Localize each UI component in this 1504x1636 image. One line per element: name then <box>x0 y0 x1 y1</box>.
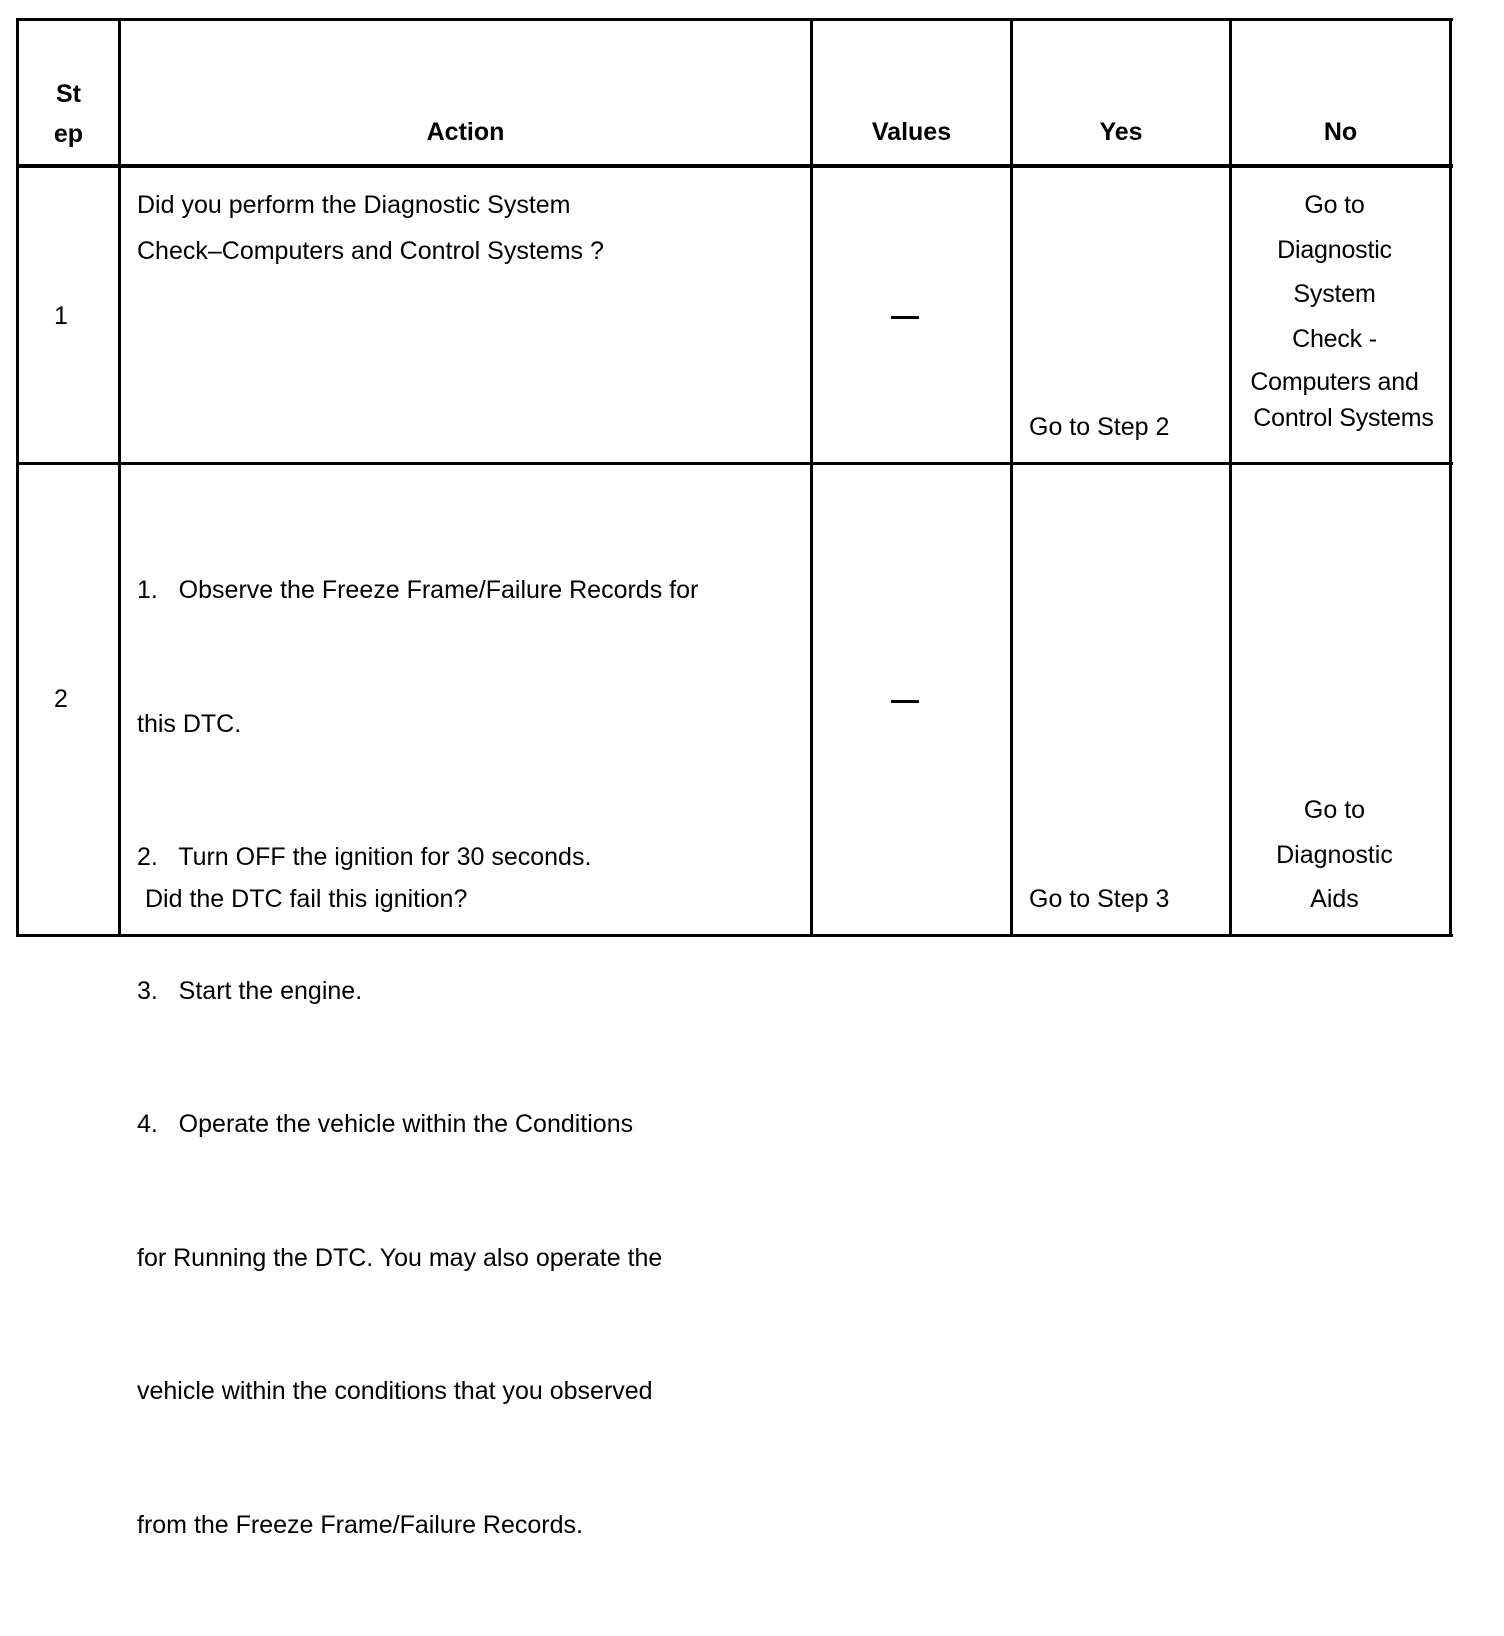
row1-no-line: Computers and <box>1250 368 1419 396</box>
row2-no-line: Aids <box>1310 885 1359 913</box>
header-step <box>19 74 118 154</box>
row1-no-line: Diagnostic <box>1277 235 1392 264</box>
header-step-line1: St <box>56 80 81 108</box>
row1-action-line: Check–Computers and Control Systems ? <box>137 236 604 265</box>
row2-action-line: 4. Operate the vehicle within the Conditions <box>137 1110 634 1138</box>
row2-action-line: from the Freeze Frame/Failure Records. <box>137 1510 583 1539</box>
row2-action-line: 1. Observe the Freeze Frame/Failure Records for <box>137 576 699 604</box>
row1-yes: Go to Step 2 <box>1029 413 1170 441</box>
row2-values-dash <box>891 700 919 703</box>
table-right-border <box>1449 18 1452 937</box>
row1-bottom-border <box>16 462 1453 465</box>
col-divider-values <box>1010 18 1013 937</box>
header-bottom-border <box>16 164 1453 168</box>
row2-yes: Go to Step 3 <box>1029 885 1170 913</box>
diagnostic-table <box>16 18 1453 1539</box>
row1-step: 1 <box>54 302 68 330</box>
header-step-line2: ep <box>53 120 84 148</box>
header-action: Action <box>426 118 505 146</box>
row1-no <box>1232 183 1449 433</box>
row2-action-line: for Running the DTC. You may also operate the <box>137 1243 663 1272</box>
row1-no-line: Check - <box>1292 324 1377 353</box>
col-divider-step <box>118 18 121 937</box>
row2-action <box>137 479 807 1636</box>
row2-action-line: vehicle within the conditions that you observed <box>137 1377 653 1405</box>
row2-action-line: this DTC. <box>137 709 242 738</box>
row2-no <box>1232 788 1449 922</box>
col-divider-action <box>810 18 813 937</box>
row1-values-dash <box>891 316 919 319</box>
row2-step: 2 <box>54 685 68 713</box>
row2-no-line: Diagnostic <box>1276 840 1393 869</box>
row2-action-question: Did the DTC fail this ignition? <box>145 885 468 913</box>
row1-action-line: Did you perform the Diagnostic System <box>137 191 571 219</box>
row1-no-line: System <box>1293 280 1376 308</box>
row1-no-line: Control Systems <box>1253 404 1434 432</box>
row2-action-line: 2. Turn OFF the ignition for 30 seconds. <box>137 843 592 871</box>
table-left-border <box>16 18 19 937</box>
header-yes: Yes <box>1099 118 1143 146</box>
row2-no-line: Go to <box>1303 796 1366 824</box>
row1-no-line: Go to <box>1304 191 1365 219</box>
header-values: Values <box>871 118 952 146</box>
table-top-border <box>16 18 1453 21</box>
row2-action-line: 3. Start the engine. <box>137 976 363 1005</box>
row1-action <box>137 183 807 273</box>
header-no: No <box>1323 118 1358 146</box>
